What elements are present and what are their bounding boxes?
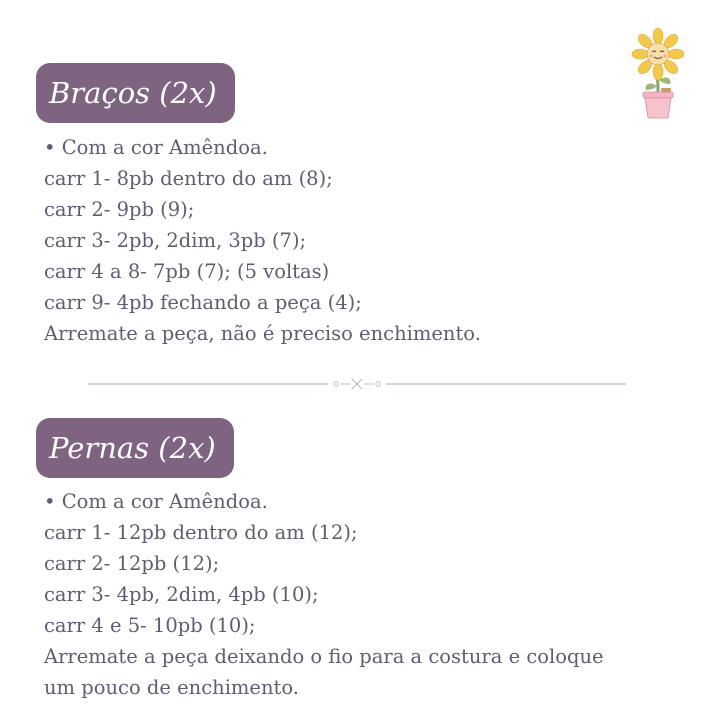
instruction-list-pernas	[44, 486, 604, 703]
section-title-pernas: Pernas (2x)	[36, 418, 234, 478]
section-title-bracos: Braços (2x)	[36, 63, 235, 123]
sunflower-pot-icon	[626, 28, 690, 120]
instruction-line: carr 2- 9pb (9);	[44, 198, 195, 221]
instruction-line: • Com a cor Amêndoa.	[44, 136, 268, 159]
instruction-line: carr 1- 12pb dentro do am (12);	[44, 521, 358, 544]
instruction-line: carr 1- 8pb dentro do am (8);	[44, 167, 333, 190]
instruction-line: carr 3- 4pb, 2dim, 4pb (10);	[44, 583, 319, 606]
instruction-line: carr 9- 4pb fechando a peça (4);	[44, 291, 362, 314]
instruction-line: Arremate a peça, não é preciso enchimento.	[44, 322, 481, 345]
instruction-line: carr 4 a 8- 7pb (7); (5 voltas)	[44, 260, 330, 283]
instruction-line: Arremate a peça deixando o fio para a costura e coloque	[44, 645, 604, 668]
instruction-line: carr 3- 2pb, 2dim, 3pb (7);	[44, 229, 307, 252]
instruction-line: um pouco de enchimento.	[44, 676, 299, 699]
instruction-line: carr 4 e 5- 10pb (10);	[44, 614, 256, 637]
instruction-line: carr 2- 12pb (12);	[44, 552, 220, 575]
instruction-list-bracos	[44, 132, 481, 349]
ornament-divider-icon	[88, 376, 626, 392]
instruction-line: • Com a cor Amêndoa.	[44, 490, 268, 513]
